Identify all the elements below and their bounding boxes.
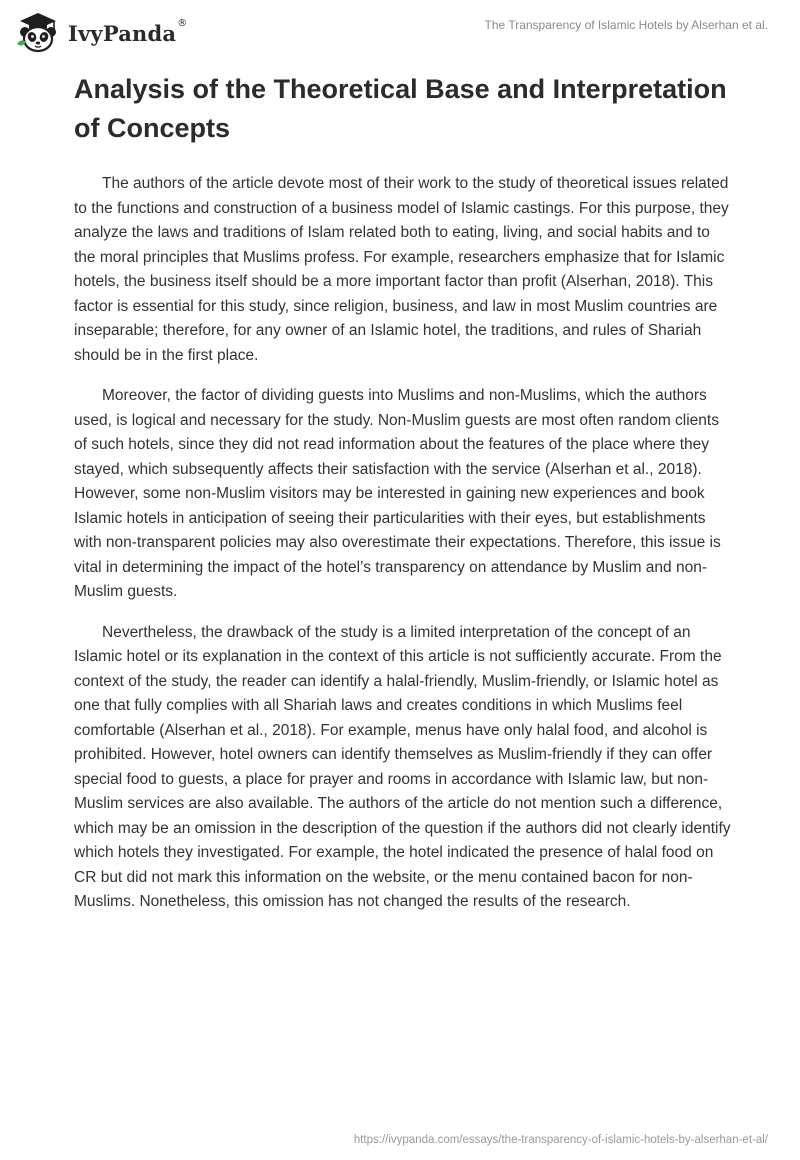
page-header [0,0,800,60]
running-title: The Transparency of Islamic Hotels by Alserhan et al. [484,18,768,32]
section-heading: Analysis of the Theoretical Base and Interpretation of Concepts [74,74,727,143]
article-body [74,70,734,931]
paragraph-2: Moreover, the factor of dividing guests into Muslims and non-Muslims, which the authors used, is logical and necessary for the study. Non-Muslim guests are most often random clients of such hotels, since they did not read information about the features of the place where they stayed, which subsequently affects their satisfaction with the service (Alserhan et al., 2018). However, some non-Muslim visitors may be interested in gaining new experiences and book Islamic hotels in anticipation of seeing their particularities with their eyes, but establishments with non-transparent policies may also overestimate their expectations. Therefore, this issue is vital in determining the impact of the hotel’s transparency on attendance by Muslim and non-Muslim guests. [74,387,721,600]
paragraph-3: Nevertheless, the drawback of the study is a limited interpretation of the concept of an Islamic hotel or its explanation in the context of this article is not sufficiently accurate. From the context of the study, the reader can identify a halal-friendly, Muslim-friendly, or Islamic hotel as one that fully complies with all Shariah laws and creates conditions in which Muslims feel comfortable (Alserhan et al., 2018). For example, menus have only halal food, and alcohol is prohibited. However, hotel owners can identify themselves as Muslim-friendly if they can offer special food to guests, a place for prayer and rooms in accordance with Islamic law, but non-Muslim services are also available. The authors of the article do not mention such a difference, which may be an omission in the description of the question if the authors did not clearly identify which hotels they investigated. For example, the hotel indicated the presence of halal food on CR but did not mark this information on the website, or the menu contained bacon for non-Muslims. Nonetheless, this omission has not changed the results of the research. [74,623,731,910]
brand-logo[interactable] [14,10,187,54]
source-url[interactable]: https://ivypanda.com/essays/the-transparency-of-islamic-hotels-by-alserhan-et-al/ [353,1134,768,1146]
paragraph-1: The authors of the article devote most of their work to the study of theoretical issues related to the functions and construction of a business model of Islamic castings. For this purpose, they analyze the laws and traditions of Islam related both to eating, living, and social habits and to the moral principles that Muslims profess. For example, researchers emphasize that for Islamic hotels, the business itself should be a more important factor than profit (Alserhan, 2018). This factor is essential for this study, since religion, business, and law in most Muslim countries are inseparable; therefore, for any owner of an Islamic hotel, the traditions, and rules of Shariah should be in the first place. [74,175,729,364]
registered-mark: ® [177,17,188,29]
brand-name: IvyPanda [68,20,177,46]
panda-graduate-icon [14,10,62,54]
